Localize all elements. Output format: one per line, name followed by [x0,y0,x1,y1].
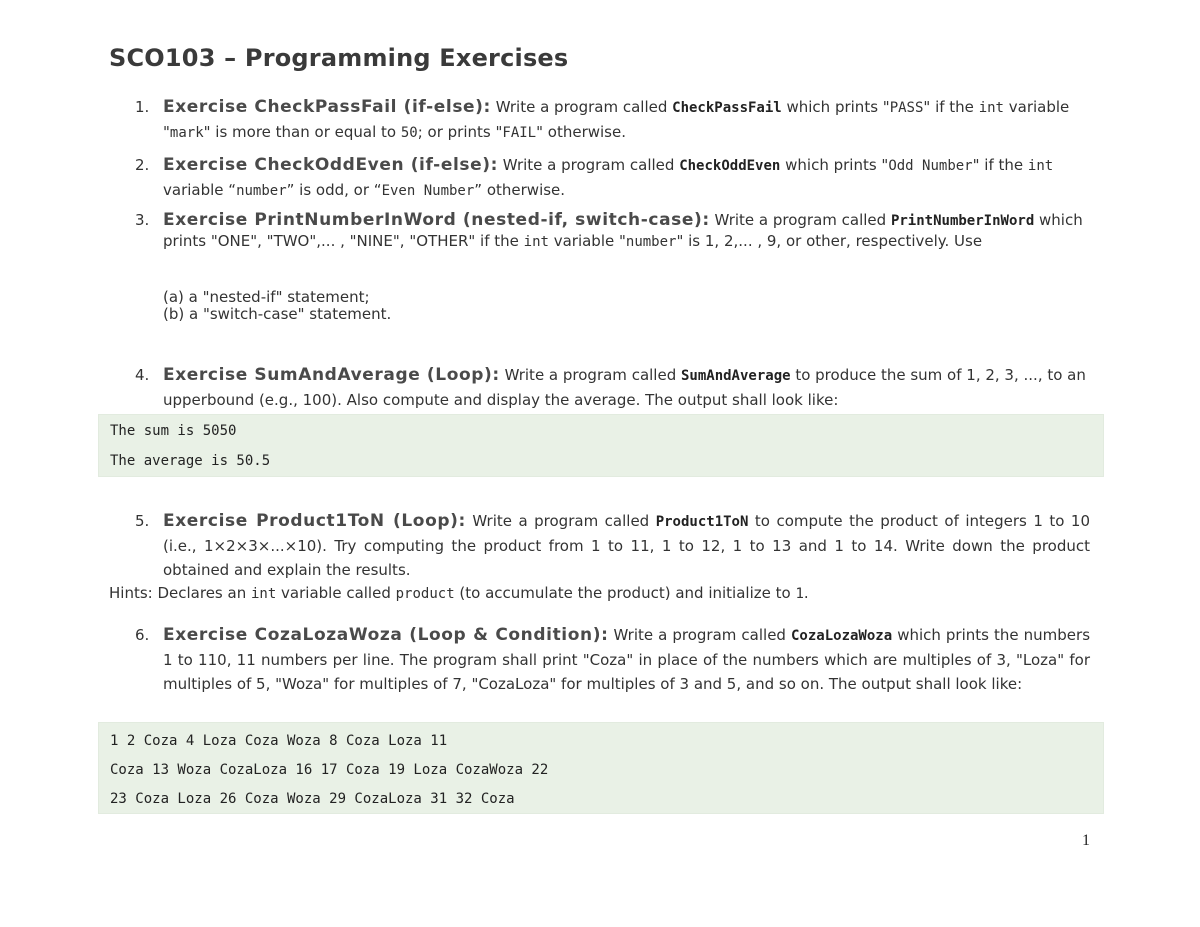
code-literal: FAIL [502,125,537,141]
page-title: SCO103 – Programming Exercises [109,44,569,72]
code-literal: PASS [889,100,924,116]
exercise-text: which prints " [780,156,889,174]
exercise-text: " if the [972,156,1028,174]
exercise-text: " is 1, 2,... , 9, or other, respectively. Use [676,232,983,250]
exercise-heading: Exercise PrintNumberInWord (nested-if, switch-case): [163,210,710,230]
exercise-text: which prints the numbers 1 to 110, 11 numbers per line. The program shall print "Coza" in place of the numbers which are multiples of 3, "Loza" for multiples of 5, "Woza" for multiples of 7, "CozaLoza" for multiples of 3 and 5, and so on. The output shall look like: [163,626,1091,693]
code-literal: 50 [400,125,418,141]
code-literal: int [978,100,1004,116]
list-number: 3. [135,211,150,229]
exercise-text: to produce the sum of 1, 2, 3, ..., to an upperbound (e.g., 100). Also compute and display the average. The output shall look like: [163,366,1086,409]
code-line: The sum is 5050 [110,423,237,439]
exercise-heading: Exercise CheckPassFail (if-else): [163,97,491,117]
code-literal: int [523,234,549,250]
exercise-heading: Exercise CozaLozaWoza (Loop & Condition): [163,625,609,645]
exercise-text: which prints "ONE", "TWO",... , "NINE", "OTHER" if the [163,211,1083,250]
program-name: CheckOddEven [679,158,781,174]
code-literal: Even Number [381,183,475,199]
code-literal: Odd Number [888,158,973,174]
list-number: 2. [135,156,150,174]
exercise-text: variable " [548,232,626,250]
code-literal: number [236,183,287,199]
page-number: 1 [1082,832,1090,849]
code-literal: mark [169,125,204,141]
exercise-text: " is more than or equal to [203,123,401,141]
sub-item-a: (a) a "nested-if" statement; [163,288,370,306]
exercise-text: " if the [923,98,979,116]
hint-text: (to accumulate the product) and initialize to [454,584,796,602]
exercise-text: Write a program called [709,211,891,229]
code-line: 23 Coza Loza 26 Coza Woza 29 CozaLoza 31 32 Coza [110,791,515,807]
code-output-block [98,722,1104,814]
code-line: Coza 13 Woza CozaLoza 16 17 Coza 19 Loza CozaWoza 22 [110,762,549,778]
exercise-6 [135,623,1091,696]
code-literal: int [1027,158,1054,174]
exercise-text: Write a program called [498,156,680,174]
exercise-2 [135,153,1090,203]
code-literal: 1 [795,586,804,602]
exercise-5 [135,509,1091,582]
exercise-text: ; or prints " [417,123,503,141]
exercise-1 [135,95,1090,145]
exercise-text: which prints " [781,98,890,116]
program-name: CozaLozaWoza [791,628,893,644]
hint-text: Hints: Declares an [109,584,251,602]
program-name: CheckPassFail [672,100,782,116]
exercise-text: Write a program called [465,512,656,530]
exercise-heading: Exercise SumAndAverage (Loop): [163,365,500,385]
code-line: 1 2 Coza 4 Loza Coza Woza 8 Coza Loza 11 [110,733,448,749]
exercise-heading: Exercise CheckOddEven (if-else): [163,155,499,175]
exercise-text: ” is odd, or “ [286,181,382,199]
list-number: 1. [135,98,150,116]
exercise-text: " otherwise. [536,123,626,141]
sub-item-b: (b) a "switch-case" statement. [163,305,392,323]
exercise-text: to compute the product of integers 1 to 10 (i.e., 1×2×3×...×10). Try computing the product from 1 to 11, 1 to 12, 1 to 13 and 1 to 14. Write down the product obtained and explain the results. [163,512,1091,579]
code-literal: int [250,586,277,602]
exercise-text: ” otherwise. [474,181,566,199]
exercise-text: variable “ [163,181,237,199]
program-name: PrintNumberInWord [890,213,1035,229]
list-number: 6. [135,626,150,644]
exercise-text: Write a program called [499,366,681,384]
exercise-text: Write a program called [608,626,791,644]
exercise-heading: Exercise Product1ToN (Loop): [163,511,466,531]
exercise-3 [135,210,1090,252]
exercise-4 [135,363,1090,412]
hint-text: . [803,584,809,602]
program-name: Product1ToN [655,514,749,530]
program-name: SumAndAverage [680,368,791,384]
exercise-text: variable " [163,98,1070,141]
code-output-block [98,414,1104,477]
hints-paragraph [109,582,809,605]
exercise-text: Write a program called [490,98,673,116]
hint-text: variable called [276,584,396,602]
code-literal: number [625,234,677,250]
list-number: 4. [135,366,150,384]
code-line: The average is 50.5 [110,453,271,469]
code-literal: product [395,586,455,602]
list-number: 5. [135,512,150,530]
